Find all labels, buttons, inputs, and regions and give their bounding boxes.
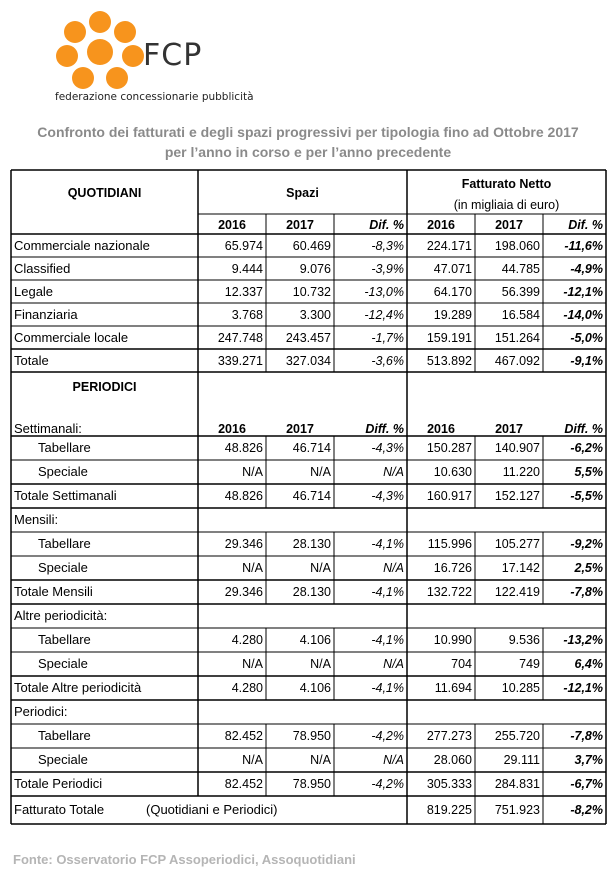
title-line-1: Confronto dei fatturati e degli spazi progressivi per tipologia fino ad Ottobre 2017 [37, 124, 579, 140]
fatturato-2017-value: 122.419 [494, 585, 540, 599]
spazi-2017-value: 46.714 [292, 441, 331, 455]
brand-name: FCP [143, 38, 203, 73]
row-label: Tabellare [38, 536, 91, 551]
row-label: Tabellare [38, 440, 91, 455]
spazi-2017-value: 243.457 [285, 331, 331, 345]
row-label: Totale [14, 353, 49, 368]
fatturato-2016-value: 11.694 [434, 681, 472, 695]
spazi-2016-value: 247.748 [217, 331, 263, 345]
fatturato-2017-value: 284.831 [494, 777, 540, 791]
fatturato-heading: Fatturato Netto [461, 177, 552, 191]
fatturato-diff-value: -5,5% [570, 489, 603, 503]
spazi-2016-value: 12.337 [224, 285, 263, 299]
section-heading: Mensili: [14, 512, 59, 527]
spazi-diff-value: N/A [383, 561, 404, 575]
fatturato-2017-value: 9.536 [508, 633, 540, 647]
fatturato-diff-value: -7,8% [570, 585, 603, 599]
fatturato-2017-value: 11.220 [502, 465, 540, 479]
periodici-heading: PERIODICI [72, 380, 137, 394]
spazi-2017-value: 4.106 [299, 681, 331, 695]
grand-total-2017: 751.923 [494, 803, 540, 817]
spazi-2017-value: 46.714 [292, 489, 331, 503]
section-heading: Settimanali: [14, 421, 82, 436]
row-label: Speciale [38, 752, 88, 767]
row-label: Commerciale locale [14, 330, 129, 345]
fatturato-2016-value: 224.171 [426, 239, 472, 253]
fatturato-2017-value: 198.060 [494, 239, 540, 253]
quotidiani-heading: QUOTIDIANI [67, 186, 142, 200]
row-label: Totale Mensili [14, 584, 93, 599]
fatturato-diff-value: -12,1% [563, 285, 603, 299]
spazi-2016-value: 3.768 [231, 308, 263, 322]
spazi-diff-value: N/A [383, 657, 404, 671]
spazi-2017-value: 28.130 [292, 537, 331, 551]
row-label: Classified [14, 261, 71, 276]
source-note: Fonte: Osservatorio FCP Assoperiodici, Assoquotidiani [13, 852, 356, 867]
spazi-2016-value: 48.826 [224, 489, 263, 503]
spazi-diff-value: -4,2% [371, 777, 404, 791]
row-label: Tabellare [38, 728, 91, 743]
year-2017-header: 2017 [286, 422, 314, 436]
fatturato-2016-value: 47.071 [433, 262, 472, 276]
year-2017-header: 2017 [495, 422, 523, 436]
section-heading: Periodici: [14, 704, 68, 719]
fatturato-2016-value: 115.996 [427, 537, 472, 551]
fatturato-diff-value: -4,9% [570, 262, 603, 276]
fatturato-2016-value: 10.990 [433, 633, 472, 647]
spazi-2017-value: 78.950 [292, 777, 331, 791]
fatturato-2016-value: 16.726 [433, 561, 472, 575]
year-2017-header: 2017 [495, 218, 523, 232]
fatturato-2017-value: 151.264 [494, 331, 540, 345]
fatturato-2016-value: 64.170 [433, 285, 472, 299]
section-heading: Altre periodicità: [14, 608, 108, 623]
fatturato-2016-value: 19.289 [433, 308, 472, 322]
fatturato-2017-value: 140.907 [494, 441, 540, 455]
year-2016-header: 2016 [427, 218, 455, 232]
diff-header: Diff. % [564, 422, 603, 436]
fatturato-diff-value: -9,2% [570, 537, 603, 551]
fatturato-2016-value: 159.191 [426, 331, 472, 345]
fatturato-2016-value: 150.287 [426, 441, 472, 455]
spazi-2017-value: N/A [310, 657, 331, 671]
fatturato-diff-value: 5,5% [574, 465, 603, 479]
spazi-diff-value: -4,1% [371, 585, 404, 599]
spazi-diff-value: -1,7% [371, 331, 404, 345]
spazi-2016-value: 9.444 [231, 262, 263, 276]
spazi-2017-value: N/A [310, 561, 331, 575]
fatturato-2017-value: 44.785 [501, 262, 540, 276]
spazi-2017-value: N/A [310, 465, 331, 479]
brand-subtitle: federazione concessionarie pubblicità [55, 91, 254, 103]
spazi-diff-value: N/A [383, 753, 404, 767]
fatturato-2017-value: 10.285 [501, 681, 540, 695]
fatturato-2017-value: 29.111 [503, 753, 540, 767]
fatturato-2017-value: 255.720 [494, 729, 540, 743]
fatturato-2016-value: 28.060 [433, 753, 472, 767]
row-label: Speciale [38, 560, 88, 575]
grand-total-note: (Quotidiani e Periodici) [146, 802, 278, 817]
spazi-diff-value: -8,3% [371, 239, 404, 253]
row-label: Totale Periodici [14, 776, 103, 791]
year-2016-header: 2016 [427, 422, 455, 436]
fatturato-2017-value: 105.277 [494, 537, 540, 551]
row-label: Commerciale nazionale [14, 238, 150, 253]
spazi-2017-value: 4.106 [299, 633, 331, 647]
row-label: Legale [14, 284, 54, 299]
spazi-2016-value: 4.280 [231, 633, 263, 647]
spazi-2017-value: 10.732 [292, 285, 331, 299]
row-label: Totale Altre periodicità [14, 680, 142, 695]
fatturato-diff-value: -12,1% [563, 681, 603, 695]
grand-total-label: Fatturato Totale [14, 802, 105, 817]
spazi-2017-value: N/A [310, 753, 331, 767]
spazi-2016-value: N/A [242, 753, 263, 767]
year-2016-header: 2016 [218, 218, 246, 232]
fatturato-2016-value: 10.630 [433, 465, 472, 479]
fatturato-diff-value: 6,4% [574, 657, 603, 671]
row-label: Totale Settimanali [14, 488, 117, 503]
spazi-2016-value: N/A [242, 465, 263, 479]
spazi-diff-value: -3,9% [371, 262, 404, 276]
row-label: Tabellare [38, 632, 91, 647]
spazi-2017-value: 28.130 [292, 585, 331, 599]
row-label: Speciale [38, 656, 88, 671]
spazi-2017-value: 327.034 [285, 354, 331, 368]
fatturato-diff-value: -9,1% [570, 354, 603, 368]
spazi-diff-value: -4,1% [371, 537, 404, 551]
spazi-2017-value: 60.469 [292, 239, 331, 253]
spazi-2016-value: N/A [242, 561, 263, 575]
fatturato-2016-value: 704 [451, 657, 472, 671]
year-2016-header: 2016 [218, 422, 246, 436]
fatturato-2016-value: 132.722 [426, 585, 472, 599]
spazi-diff-value: -4,3% [371, 489, 404, 503]
fatturato-2017-value: 467.092 [494, 354, 540, 368]
fatturato-2016-value: 277.273 [426, 729, 472, 743]
spazi-diff-value: -12,4% [364, 308, 404, 322]
spazi-2017-value: 3.300 [299, 308, 331, 322]
row-label: Finanziaria [14, 307, 78, 322]
spazi-diff-value: -4,2% [371, 729, 404, 743]
fatturato-2017-value: 56.399 [501, 285, 540, 299]
fatturato-diff-value: -14,0% [563, 308, 603, 322]
fatturato-2017-value: 152.127 [494, 489, 540, 503]
spazi-2016-value: 339.271 [217, 354, 263, 368]
fatturato-diff-value: -5,0% [570, 331, 603, 345]
spazi-diff-value: -4,1% [371, 633, 404, 647]
spazi-diff-value: -3,6% [371, 354, 404, 368]
fatturato-diff-value: -11,6% [564, 239, 603, 253]
spazi-2017-value: 78.950 [292, 729, 331, 743]
fatturato-2017-value: 16.584 [501, 308, 540, 322]
spazi-2016-value: 29.346 [224, 537, 263, 551]
fatturato-2016-value: 513.892 [426, 354, 472, 368]
diff-header: Diff. % [365, 422, 404, 436]
row-label: Speciale [38, 464, 88, 479]
spazi-2016-value: 82.452 [224, 729, 263, 743]
year-2017-header: 2017 [286, 218, 314, 232]
fatturato-diff-value: 2,5% [574, 561, 603, 575]
title-line-2: per l’anno in corso e per l’anno precedente [164, 144, 452, 160]
spazi-diff-value: -4,1% [371, 681, 404, 695]
fatturato-2017-value: 749 [519, 657, 540, 671]
grand-total-2016: 819.225 [426, 803, 472, 817]
fatturato-diff-value: -6,7% [570, 777, 603, 791]
spazi-diff-value: N/A [383, 465, 404, 479]
diff-header: Dif. % [568, 218, 603, 232]
fatturato-diff-value: -6,2% [570, 441, 603, 455]
grand-total-diff: -8,2% [570, 803, 603, 817]
fatturato-subheading: (in migliaia di euro) [453, 198, 560, 212]
fatturato-diff-value: 3,7% [574, 753, 603, 767]
fatturato-2016-value: 160.917 [426, 489, 472, 503]
spazi-2016-value: 29.346 [224, 585, 263, 599]
spazi-2016-value: 48.826 [224, 441, 263, 455]
fatturato-diff-value: -13,2% [563, 633, 603, 647]
spazi-diff-value: -4,3% [371, 441, 404, 455]
spazi-2016-value: 4.280 [231, 681, 263, 695]
fatturato-diff-value: -7,8% [570, 729, 603, 743]
spazi-2016-value: N/A [242, 657, 263, 671]
spazi-2016-value: 82.452 [224, 777, 263, 791]
fatturato-2017-value: 17.142 [501, 561, 540, 575]
spazi-diff-value: -13,0% [364, 285, 404, 299]
fatturato-2016-value: 305.333 [426, 777, 472, 791]
diff-header: Dif. % [369, 218, 404, 232]
spazi-2016-value: 65.974 [224, 239, 263, 253]
spazi-2017-value: 9.076 [299, 262, 331, 276]
spazi-heading: Spazi [286, 186, 319, 200]
